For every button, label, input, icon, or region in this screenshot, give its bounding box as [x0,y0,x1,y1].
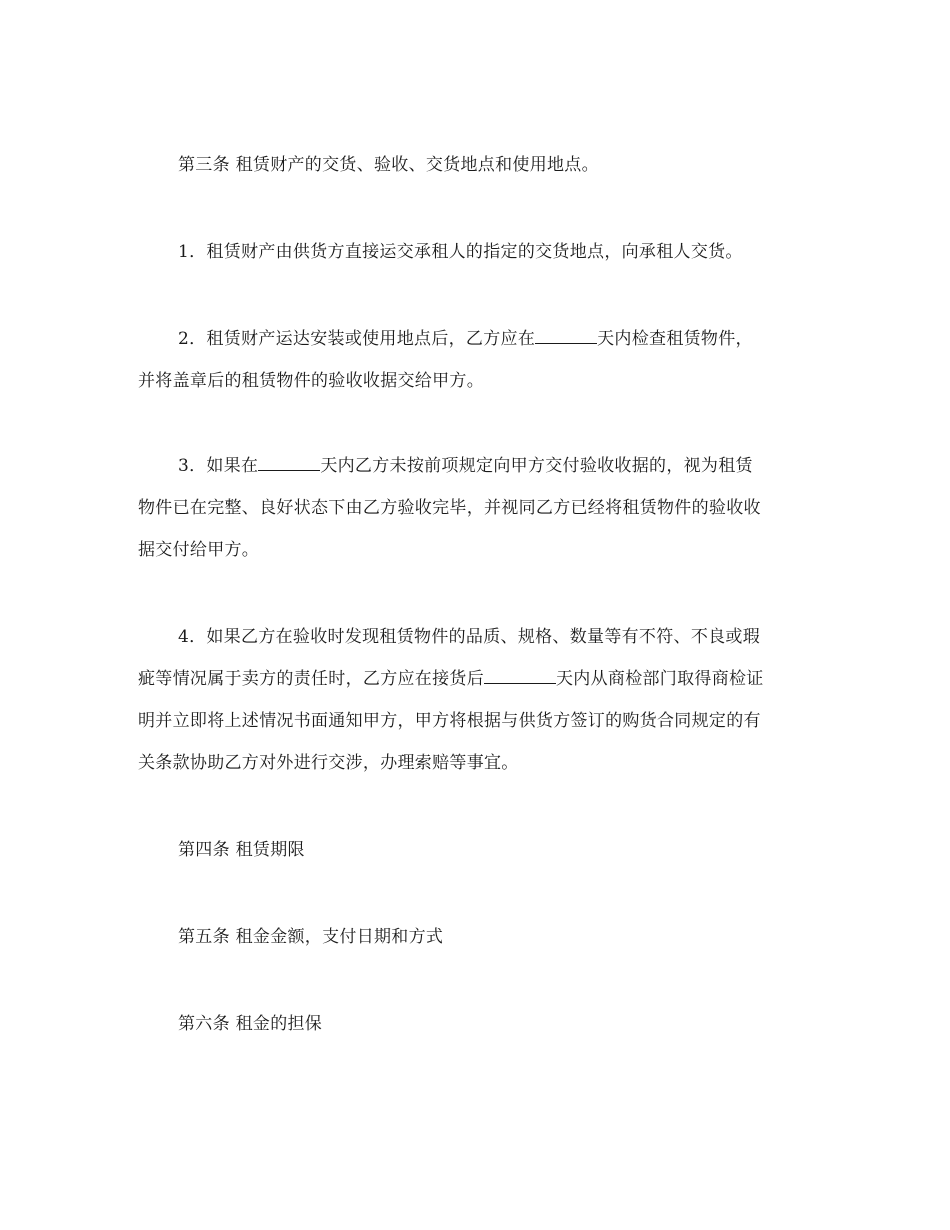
article-3-item-3-line-3: 据交付给甲方。 [138,540,260,560]
article-3-item-4-line-3: 明并立即将上述情况书面通知甲方，甲方将根据与供货方签订的购货合同规定的有 [138,711,761,731]
article-3-item-4-line-1: 4．如果乙方在验收时发现租赁物件的品质、规格、数量等有不符、不良或瑕 [178,627,761,647]
article-5-heading: 第五条 租金金额，支付日期和方式 [178,927,444,947]
article-3-item-4-line-2 [138,669,764,689]
blank-days-field [258,456,320,471]
article-6-heading: 第六条 租金的担保 [178,1014,323,1034]
item-2-text-before-blank: 2．租赁财产运达安装或使用地点后，乙方应在 [178,329,536,349]
article-3-item-2-line-2: 并将盖章后的租赁物件的验收收据交给甲方。 [138,371,484,391]
item-2-text-after-blank: 天内检查租赁物件， [597,329,753,349]
article-3-item-3-line-2: 物件已在完整、良好状态下由乙方验收完毕，并视同乙方已经将租赁物件的验收收 [138,498,761,518]
item-3-text-after-blank: 天内乙方未按前项规定向甲方交付验收收据的，视为租赁 [320,456,753,476]
item-4-text-after-blank: 天内从商检部门取得商检证 [556,669,764,689]
article-4-heading: 第四条 租赁期限 [178,840,305,860]
article-3-item-4-line-4: 关条款协助乙方对外进行交涉，办理索赔等事宜。 [138,753,519,773]
item-3-text-before-blank: 3．如果在 [178,456,259,476]
article-3-item-3-line-1 [178,456,753,476]
article-3-heading: 第三条 租赁财产的交货、验收、交货地点和使用地点。 [178,155,599,175]
blank-days-field [535,329,597,344]
item-4-text-before-blank: 疵等情况属于卖方的责任时，乙方应在接货后 [138,669,484,689]
article-3-item-1: 1．租赁财产由供货方直接运交承租人的指定的交货地点，向承租人交货。 [178,242,743,262]
article-3-item-2-line-1 [178,329,753,349]
blank-days-field [484,669,556,684]
